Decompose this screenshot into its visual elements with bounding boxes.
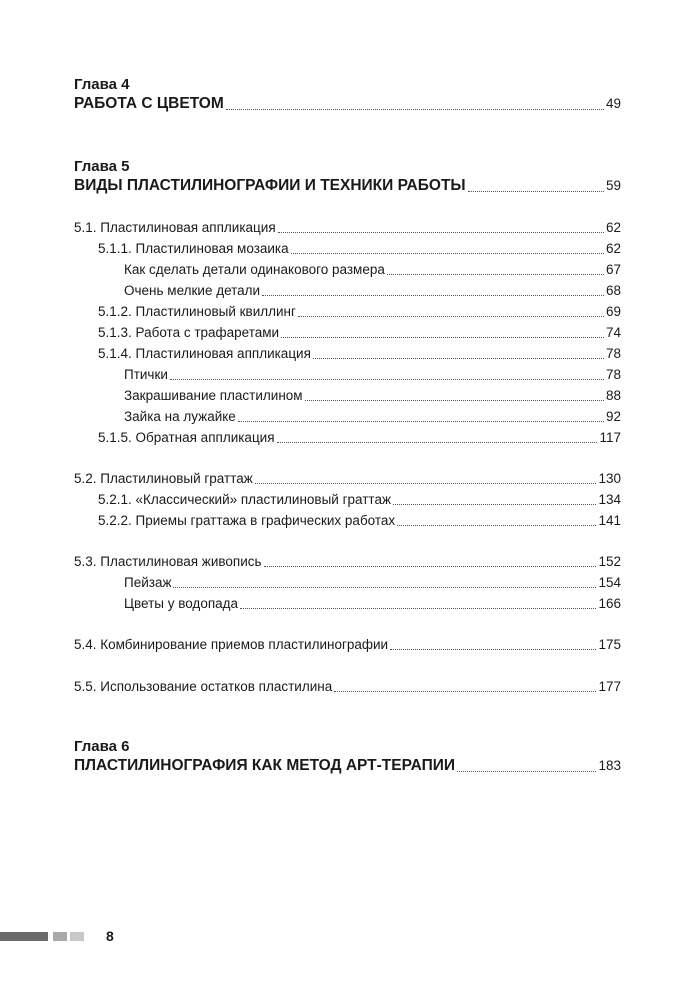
toc-entry[interactable] <box>74 219 621 237</box>
toc-entry-page: 141 <box>598 513 621 528</box>
dot-leader <box>238 420 604 422</box>
chapter-5-title: ВИДЫ ПЛАСТИЛИНОГРАФИИ И ТЕХНИКИ РАБОТЫ <box>74 177 466 194</box>
toc-entry-page: 68 <box>605 283 621 298</box>
toc-entry[interactable] <box>124 366 621 384</box>
dot-leader <box>278 231 604 233</box>
chapter-4-label: Глава 4 <box>74 76 130 93</box>
toc-entry-title: 5.1.4. Пластилиновая аппликация <box>98 346 311 361</box>
dot-leader <box>393 503 596 505</box>
toc-entry-title: 5.1.2. Пластилиновый квиллинг <box>98 304 296 319</box>
toc-entry[interactable] <box>98 240 621 258</box>
toc-entry-page: 154 <box>598 575 621 590</box>
chapter-5-page: 59 <box>605 178 621 193</box>
chapter-6-row[interactable] <box>74 756 621 776</box>
toc-entry-page: 67 <box>605 262 621 277</box>
toc-entry[interactable] <box>124 574 621 592</box>
toc-entry[interactable] <box>74 553 621 571</box>
toc-entry-title: Птички <box>124 367 168 382</box>
dot-leader <box>262 294 604 296</box>
chapter-5-label: Глава 5 <box>74 158 130 175</box>
toc-entry-title: 5.1.3. Работа с трафаретами <box>98 325 280 340</box>
toc-entry[interactable] <box>74 636 621 654</box>
toc-entry-page: 62 <box>605 241 621 256</box>
toc-entry-title: Закрашивание пластилином <box>124 388 303 403</box>
dot-leader <box>305 399 604 401</box>
dot-leader <box>277 441 598 443</box>
toc-entry-page: 152 <box>598 554 621 569</box>
toc-entry-page: 88 <box>605 388 621 403</box>
footer-bar-mid <box>53 932 67 941</box>
dot-leader <box>334 690 596 692</box>
chapter-5-row[interactable] <box>74 176 621 196</box>
toc-entry[interactable] <box>124 387 621 405</box>
dot-leader <box>170 378 604 380</box>
footer-bar-dark <box>0 932 48 941</box>
toc-entry-page: 177 <box>598 679 621 694</box>
dot-leader <box>264 565 597 567</box>
toc-entry-title: 5.4. Комбинирование приемов пластилинографии <box>74 637 389 652</box>
toc-entry[interactable] <box>124 595 621 613</box>
chapter-6-label: Глава 6 <box>74 738 130 755</box>
dot-leader <box>226 108 604 110</box>
footer-bar-light <box>70 932 84 941</box>
toc-entry-title: Очень мелкие детали <box>124 283 261 298</box>
toc-entry[interactable] <box>124 408 621 426</box>
toc-entry-page: 175 <box>598 637 621 652</box>
toc-entry-title: Зайка на лужайке <box>124 409 236 424</box>
toc-entry[interactable] <box>74 470 621 488</box>
dot-leader <box>313 357 604 359</box>
toc-entry-title: 5.3. Пластилиновая живопись <box>74 554 262 569</box>
dot-leader <box>457 770 596 772</box>
dot-leader <box>387 273 604 275</box>
dot-leader <box>298 315 604 317</box>
toc-entry-page: 62 <box>605 220 621 235</box>
dot-leader <box>390 648 596 650</box>
toc-entry-page: 74 <box>605 325 621 340</box>
dot-leader <box>281 336 604 338</box>
chapter-4-row[interactable] <box>74 94 621 114</box>
chapter-4-page: 49 <box>605 96 621 111</box>
toc-entry-page: 134 <box>598 492 621 507</box>
chapter-6-title: ПЛАСТИЛИНОГРАФИЯ КАК МЕТОД АРТ-ТЕРАПИИ <box>74 757 455 774</box>
toc-entry[interactable] <box>98 345 621 363</box>
toc-entry-title: 5.2. Пластилиновый граттаж <box>74 471 253 486</box>
toc-entry[interactable] <box>98 491 621 509</box>
toc-entry[interactable] <box>74 678 621 696</box>
toc-entry-page: 166 <box>598 596 621 611</box>
toc-entry-title: Как сделать детали одинакового размера <box>124 262 385 277</box>
dot-leader <box>255 482 597 484</box>
toc-entry-page: 130 <box>598 471 621 486</box>
toc-entry[interactable] <box>124 282 621 300</box>
toc-entry-title: 5.1.5. Обратная аппликация <box>98 430 275 445</box>
toc-entry-page: 78 <box>605 346 621 361</box>
toc-entry[interactable] <box>98 324 621 342</box>
toc-entry-title: 5.2.1. «Классический» пластилиновый граттаж <box>98 492 391 507</box>
toc-entry-title: Пейзаж <box>124 575 172 590</box>
toc-entry-page: 92 <box>605 409 621 424</box>
toc-entry[interactable] <box>98 429 621 447</box>
toc-entry-page: 78 <box>605 367 621 382</box>
toc-entry-page: 117 <box>599 430 621 445</box>
toc-entry-title: 5.5. Использование остатков пластилина <box>74 679 333 694</box>
toc-entry[interactable] <box>98 512 621 530</box>
page-number: 8 <box>106 928 114 944</box>
toc-entry[interactable] <box>124 261 621 279</box>
toc-entry-title: 5.2.2. Приемы граттажа в графических работах <box>98 513 396 528</box>
chapter-4-title: РАБОТА С ЦВЕТОМ <box>74 95 224 112</box>
dot-leader <box>173 586 596 588</box>
dot-leader <box>397 524 596 526</box>
dot-leader <box>240 607 596 609</box>
toc-entry-title: Цветы у водопада <box>124 596 239 611</box>
toc-entry-page: 69 <box>605 304 621 319</box>
chapter-6-page: 183 <box>598 758 621 773</box>
toc-entry-title: 5.1. Пластилиновая аппликация <box>74 220 276 235</box>
dot-leader <box>291 252 604 254</box>
toc-entry-title: 5.1.1. Пластилиновая мозаика <box>98 241 289 256</box>
dot-leader <box>468 190 604 192</box>
toc-entry[interactable] <box>98 303 621 321</box>
